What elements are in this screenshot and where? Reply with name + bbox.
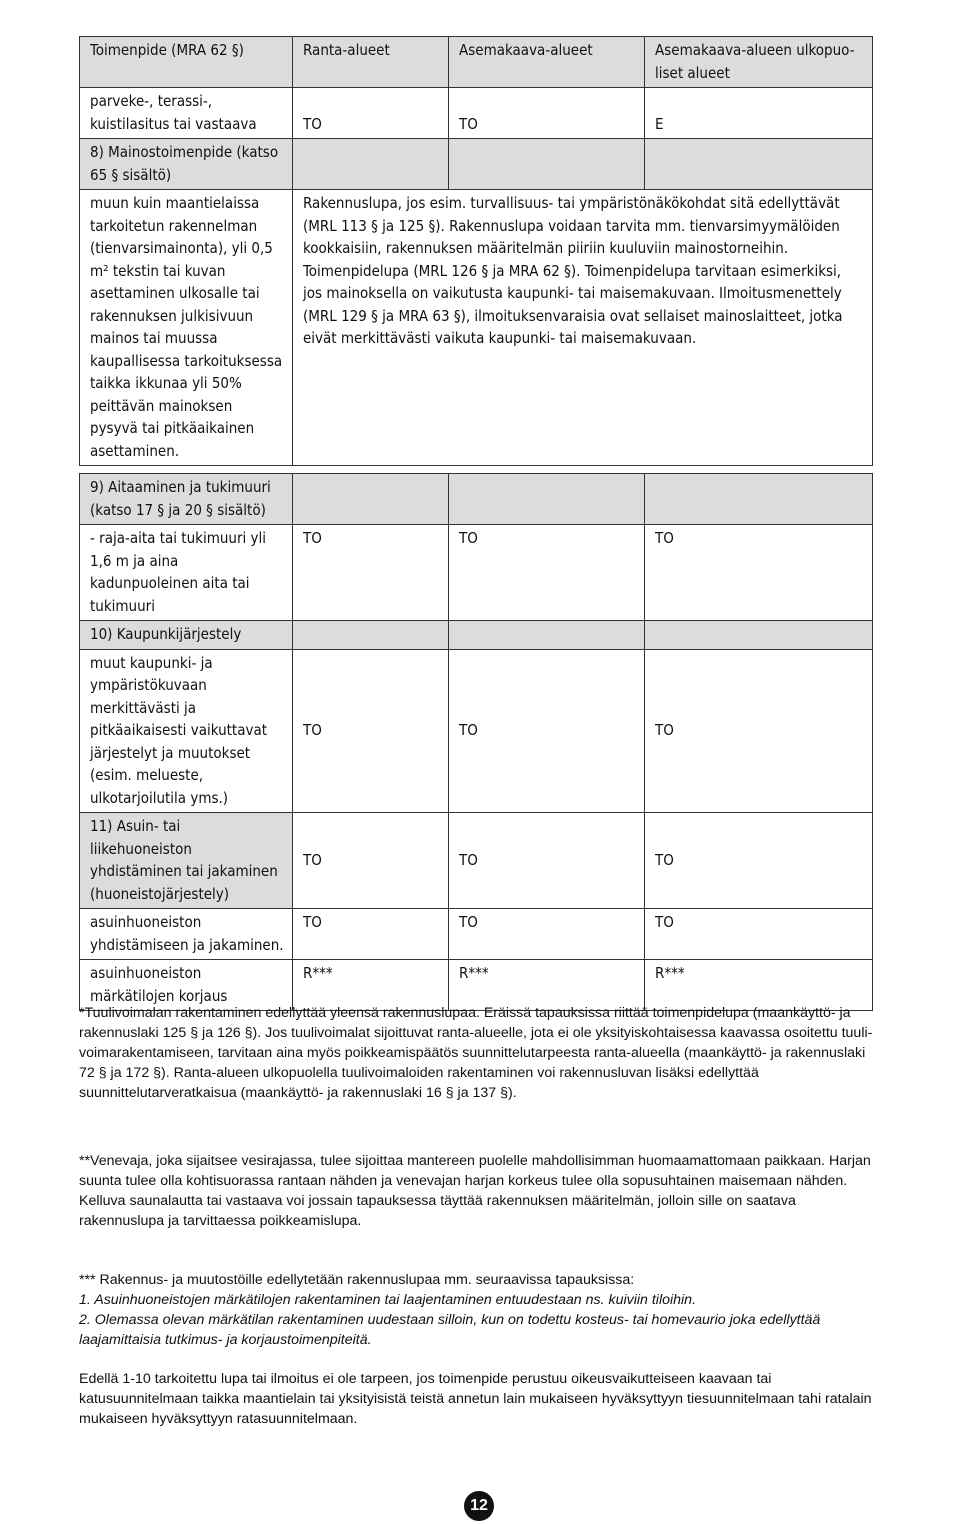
- header-toimenpide: Toimenpide (MRA 62 §): [80, 37, 293, 88]
- row-label: - raja-aita tai tukimuuri yli 1,6 m ja aina kadunpuoleinen aita tai tukimuuri: [80, 525, 293, 621]
- cell-asemakaava: TO: [449, 88, 645, 139]
- cell-ulkopuoliset: TO: [645, 909, 873, 960]
- cell-ranta: TO: [293, 649, 449, 813]
- closing-paragraph: [79, 1369, 879, 1429]
- table-header-row: [80, 37, 873, 88]
- footnote-text: Kelluva saunalautta tai vastaava voi jossain tapauksessa täyttää rakennuksen määritelmän, jolloin sille on saatava rakennuslupa ja tarvittaessa poikkeamislupa.: [79, 1193, 796, 1229]
- row-description: Rakennuslupa, jos esim. turvallisuus- tai ympäristönäkökohdat sitä edellyttävät (MRL 113 § ja 125 §). Rakennuslupa voidaan tarvita mm. tienvarsimyymälöiden kookkaisiin, rakennuksen määritelmän piiriin kuuluviin mainostorneihin. Toimenpidelupa (MRL 126 § ja MRA 62 §). Toimenpidelupa tarvitaan esimerkiksi, jos mainoksella on vaikutusta kaupunki- tai maisemakuvaan. Ilmoitusmenettely (MRL 129 § ja MRA 63 §), ilmoituksenvaraisia ovat sellaiset mainoslaitteet, jotka eivät merkittävästi vaikuta kaupunki- tai maisemakuvaan.: [293, 190, 873, 466]
- section-label: 9) Aitaaminen ja tukimuuri (katso 17 § ja 20 § sisältö): [80, 474, 293, 525]
- section-label: 11) Asuin- tai liikehuoneiston yhdistäminen tai jakaminen (huoneistojärjestely): [80, 813, 293, 909]
- cell-asemakaava: TO: [449, 813, 645, 909]
- row-label: muut kaupunki- ja ympäristökuvaan merkittävästi ja pitkäaikaisesti vaikuttavat järjestelyt ja muutokset (esim. melueste, ulkotarjoilutila yms.): [80, 649, 293, 813]
- table-row: [80, 525, 873, 621]
- closing-text: Edellä 1-10 tarkoitettu lupa tai ilmoitus ei ole tarpeen, jos toimenpide perustuu oikeusvaikutteiseen kaavaan tai katusuunnitelmaan taikka maantielain tai yksityisistä teistä annetun lain mukaiseen hyväksyttyyn tiesuunnitelmaan tahi ratalain mukaiseen hyväksyttyyn ratasuunnitelmaan.: [79, 1371, 872, 1427]
- page-number: 12: [464, 1491, 494, 1521]
- table-row: [80, 88, 873, 139]
- footnote-markatila: [79, 1270, 879, 1350]
- cell-asemakaava: R***: [449, 960, 645, 1011]
- cell-ranta: R***: [293, 960, 449, 1011]
- row-label: parveke-, terassi-, kuistilasitus tai vastaava: [80, 88, 293, 139]
- header-col4-line1: Asemakaava-alueen ulkopuo-: [655, 41, 855, 59]
- table-section-row: [80, 139, 873, 190]
- header-col4-line2: liset alueet: [655, 63, 730, 82]
- cell-ulkopuoliset: TO: [645, 649, 873, 813]
- footnote-text: **Venevaja, joka sijaitsee vesirajassa, tulee sijoittaa mantereen puolelle mahdollisimman huomaamattomaan paikkaan. Harjan suunta tulee olla kohtisuorassa rantaan nähden ja venevajan harjan korkeus tulee olla sopusuhtainen maisemaan nähden.: [79, 1153, 871, 1189]
- cell-ulkopuoliset: TO: [645, 525, 873, 621]
- footnote-text: *Tuulivoimalan rakentaminen edellyttää yleensä rakennuslupaa. Eräissä tapauksissa riittää toimenpidelupa (maankäyttö- ja rakennuslaki 125 § ja 126 §). Jos tuulivoimalat sijoittuvat ranta-alueelle, jota ei ole yksityiskohtaisessa kaavassa osoitettu tuuli-voimarakentamiseen, tarvitaan aina myös poikkeamispäätös suunnittelutarpeesta ranta-alueella (maankäyttö- ja rakennuslaki 72 § ja 172 §). Ranta-alueen ulkopuolella tuulivoimaloiden rakentaminen voi rakennusluvan lisäksi edellyttää suunnittelutarveratkaisua (maankäyttö- ja rakennuslaki 16 § ja 137 §).: [79, 1005, 873, 1101]
- header-asemakaava-alueet: Asemakaava-alueet: [449, 37, 645, 88]
- cell-ulkopuoliset: TO: [645, 813, 873, 909]
- footnote-tuulivoima: [79, 1003, 879, 1103]
- footnote-item: 2. Olemassa olevan märkätilan rakentaminen uudestaan silloin, kun on todettu kosteus- tai homevaurio joka edellyttää laajamittaisia tutkimus- ja korjaustoimenpiteitä.: [79, 1312, 821, 1348]
- permit-table: [79, 36, 873, 1011]
- cell-asemakaava: TO: [449, 909, 645, 960]
- table-row: [80, 649, 873, 813]
- table-row: [80, 190, 873, 466]
- table-section-row: [80, 621, 873, 650]
- cell-ranta: TO: [293, 525, 449, 621]
- section-label: 10) Kaupunkijärjestely: [80, 621, 293, 650]
- cell-asemakaava: TO: [449, 649, 645, 813]
- header-ulkopuoliset-alueet: [645, 37, 873, 88]
- cell-ranta: TO: [293, 813, 449, 909]
- table-section-row: [80, 474, 873, 525]
- section-label: 8) Mainostoimenpide (katso 65 § sisältö): [80, 139, 293, 190]
- footnote-venevaja: [79, 1151, 879, 1231]
- table-row: [80, 909, 873, 960]
- footnote-item: 1. Asuinhuoneistojen märkätilojen rakentaminen tai laajentaminen entuudestaan ns. kuiviin tiloihin.: [79, 1292, 697, 1308]
- cell-ranta: TO: [293, 909, 449, 960]
- table-section-row: [80, 813, 873, 909]
- row-label: asuinhuoneiston yhdistämiseen ja jakaminen.: [80, 909, 293, 960]
- cell-ranta: TO: [293, 88, 449, 139]
- cell-asemakaava: TO: [449, 525, 645, 621]
- footnote-intro: *** Rakennus- ja muutostöille edellytetään rakennuslupaa mm. seuraavissa tapauksissa:: [79, 1272, 635, 1288]
- header-ranta-alueet: Ranta-alueet: [293, 37, 449, 88]
- cell-ulkopuoliset: R***: [645, 960, 873, 1011]
- row-label: asuinhuoneiston märkätilojen korjaus: [80, 960, 293, 1011]
- row-label: muun kuin maantielaissa tarkoitetun rakennelman (tienvarsimainonta), yli 0,5 m² tekstin tai kuvan asettaminen ulkosalle tai rakennuksen julkisivuun mainos tai muussa kaupallisessa tarkoituksessa taikka ikkunaa yli 50% peittävän mainoksen pysyvä tai pitkäaikainen asettaminen.: [80, 190, 293, 466]
- cell-ulkopuoliset: E: [645, 88, 873, 139]
